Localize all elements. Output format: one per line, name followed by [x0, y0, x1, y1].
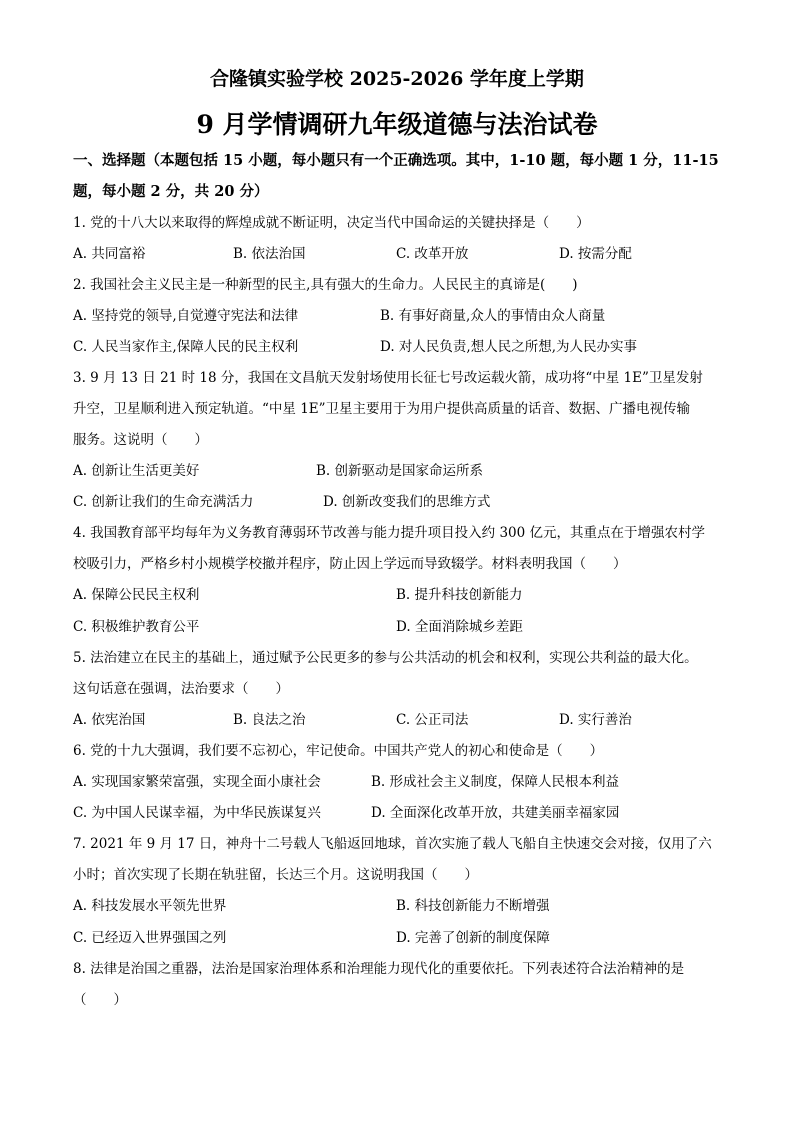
question-7-stem-line2: 小时；首次实现了长期在轨驻留，长达三个月。这说明我国（ ） [73, 867, 478, 883]
school-term-heading: 合隆镇实验学校 2025-2026 学年度上学期 [210, 68, 584, 90]
question-5-stem-line2: 这句话意在强调，法治要求（ ） [73, 681, 289, 697]
question-4-option-c: C. 积极维护教育公平 [73, 619, 200, 635]
question-3-stem-line2: 升空，卫星顺利进入预定轨道。“中星 1E”卫星主要用于为用户提供高质量的话音、数据、广播电视传输 [73, 401, 691, 417]
question-2-option-a: A. 坚持党的领导,自觉遵守宪法和法律 [73, 308, 299, 324]
question-1-option-a: A. 共同富裕 [73, 246, 146, 262]
question-3-stem-line1: 3. 9 月 13 日 21 时 18 分，我国在文昌航天发射场使用长征七号改运载火箭，成功将“中星 1E”卫星发射 [73, 370, 703, 386]
question-4-option-d: D. 全面消除城乡差距 [396, 619, 523, 635]
question-6-stem: 6. 党的十九大强调，我们要不忘初心，牢记使命。中国共产党人的初心和使命是（ ） [73, 743, 604, 759]
question-4-stem-line2: 校吸引力，严格乡村小规模学校撤并程序，防止因上学远而导致辍学。材料表明我国（ ） [73, 556, 627, 572]
question-1-stem: 1. 党的十八大以来取得的辉煌成就不断证明，决定当代中国命运的关键抉择是（ ） [73, 215, 590, 231]
question-5-option-a: A. 依宪治国 [73, 712, 146, 728]
question-6-option-d: D. 全面深化改革开放，共建美丽幸福家园 [371, 805, 620, 821]
question-3-option-a: A. 创新让生活更美好 [73, 463, 200, 479]
question-5-option-b: B. 良法之治 [233, 712, 306, 728]
question-2-stem: 2. 我国社会主义民主是一种新型的民主,具有强大的生命力。人民民主的真谛是( ) [73, 277, 578, 293]
question-6-option-a: A. 实现国家繁荣富强，实现全面小康社会 [73, 774, 321, 790]
question-3-option-c: C. 创新让我们的生命充满活力 [73, 494, 254, 510]
question-3-stem-line3: 服务。这说明（ ） [73, 432, 208, 448]
question-4-stem-line1: 4. 我国教育部平均每年为义务教育薄弱环节改善与能力提升项目投入约 300 亿元，其重点在于增强农村学 [73, 525, 706, 541]
question-5-stem-line1: 5. 法治建立在民主的基础上，通过赋予公民更多的参与公共活动的机会和权利，实现公共利益的最大化。 [73, 650, 698, 666]
question-8-stem-line2: （ ） [73, 992, 127, 1008]
question-7-option-d: D. 完善了创新的制度保障 [396, 930, 550, 946]
question-1-option-c: C. 改革开放 [396, 246, 469, 262]
question-7-option-c: C. 已经迈入世界强国之列 [73, 930, 227, 946]
question-3-option-b: B. 创新驱动是国家命运所系 [316, 463, 484, 479]
question-6-option-b: B. 形成社会主义制度，保障人民根本利益 [371, 774, 620, 790]
question-7-option-a: A. 科技发展水平领先世界 [73, 898, 227, 914]
question-5-option-d: D. 实行善治 [559, 712, 632, 728]
question-2-option-c: C. 人民当家作主,保障人民的民主权利 [73, 339, 299, 355]
question-7-option-b: B. 科技创新能力不断增强 [396, 898, 550, 914]
question-3-option-d: D. 创新改变我们的思维方式 [323, 494, 491, 510]
question-4-option-a: A. 保障公民民主权利 [73, 587, 200, 603]
question-2-option-b: B. 有事好商量,众人的事情由众人商量 [380, 308, 606, 324]
question-5-option-c: C. 公正司法 [396, 712, 469, 728]
question-7-stem-line1: 7. 2021 年 9 月 17 日，神舟十二号载人飞船返回地球，首次实施了载人飞船自主快速交会对接，仅用了六 [73, 836, 712, 852]
question-2-option-d: D. 对人民负责,想人民之所想,为人民办实事 [380, 339, 638, 355]
question-1-option-d: D. 按需分配 [559, 246, 632, 262]
question-8-stem-line1: 8. 法律是治国之重器，法治是国家治理体系和治理能力现代化的重要依托。下列表述符合法治精神的是 [73, 961, 685, 977]
section-instructions-line1: 一、选择题（本题包括 15 小题，每小题只有一个正确选项。其中，1-10 题，每小题 1 分，11-15 [73, 152, 719, 169]
question-4-option-b: B. 提升科技创新能力 [396, 587, 523, 603]
section-instructions-line2: 题，每小题 2 分，共 20 分） [73, 183, 269, 200]
exam-title: 9 月学情调研九年级道德与法治试卷 [196, 110, 598, 139]
question-6-option-c: C. 为中国人民谋幸福，为中华民族谋复兴 [73, 805, 321, 821]
question-1-option-b: B. 依法治国 [233, 246, 306, 262]
